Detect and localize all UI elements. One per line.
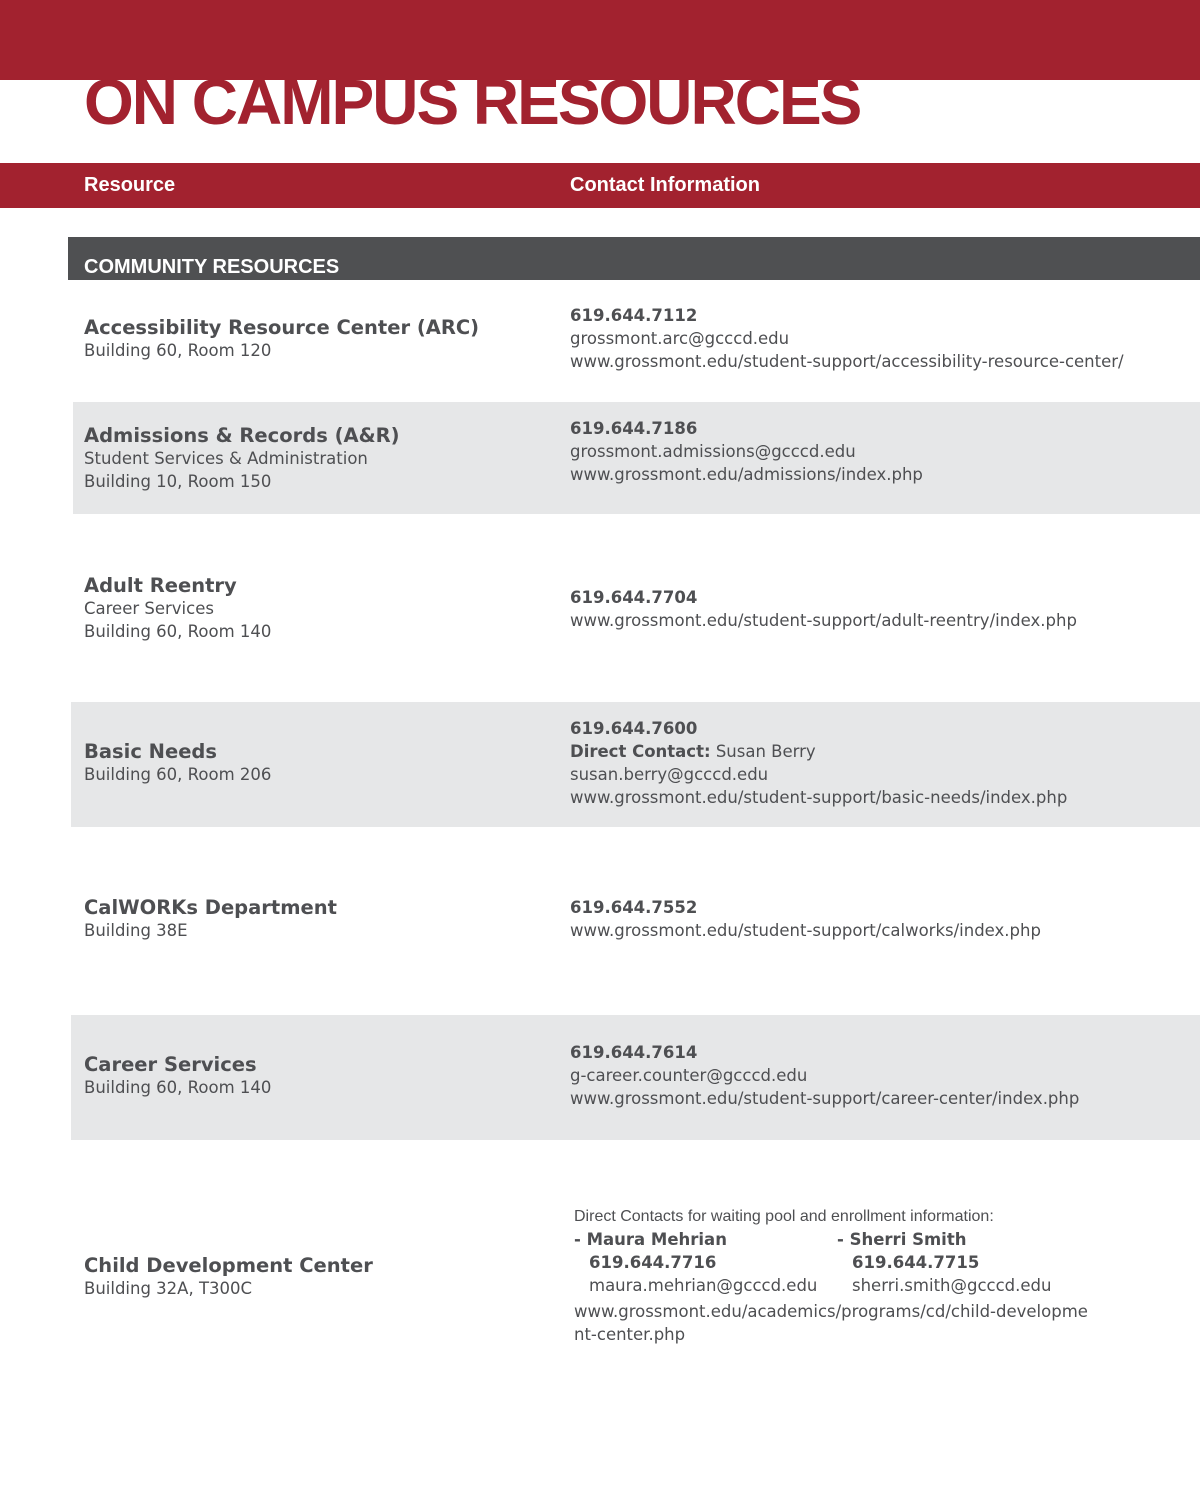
resource-name: Career Services bbox=[84, 1053, 257, 1076]
section-header bbox=[68, 237, 1200, 280]
resource-location: Career Services bbox=[84, 599, 214, 618]
website-link[interactable]: www.grossmont.edu/academics/programs/cd/child-development-center.php bbox=[574, 1302, 1088, 1344]
website-link[interactable]: www.grossmont.edu/student-support/career-center/index.php bbox=[570, 1089, 1080, 1108]
email-link[interactable]: g-career.counter@gcccd.edu bbox=[570, 1066, 808, 1085]
table-header bbox=[0, 163, 1200, 208]
phone-number: 619.644.7552 bbox=[570, 898, 698, 917]
contact-cell bbox=[570, 1041, 1079, 1110]
contact-column-header: Contact Information bbox=[570, 174, 760, 196]
resource-location: Student Services & Administration bbox=[84, 449, 368, 468]
resource-column-header: Resource bbox=[84, 174, 176, 196]
resource-location: Building 60, Room 140 bbox=[84, 622, 272, 641]
resource-location: Building 32A, T300C bbox=[84, 1279, 253, 1298]
contact-person bbox=[837, 1228, 1051, 1297]
contact-name: - Maura Mehrian bbox=[574, 1230, 727, 1249]
resource-name: Basic Needs bbox=[84, 740, 217, 763]
contact-cell bbox=[570, 586, 1077, 632]
section-title: COMMUNITY RESOURCES bbox=[84, 256, 340, 278]
resource-location: Building 60, Room 120 bbox=[84, 341, 272, 360]
website-link[interactable]: www.grossmont.edu/student-support/accessibility-resource-center/ bbox=[570, 352, 1124, 371]
resource-name: Admissions & Records (A&R) bbox=[84, 424, 400, 447]
contact-cell bbox=[570, 896, 1041, 942]
phone-number: 619.644.7600 bbox=[570, 719, 698, 738]
email-link[interactable]: grossmont.admissions@gcccd.edu bbox=[570, 442, 856, 461]
resource-location: Building 10, Room 150 bbox=[84, 472, 272, 491]
contact-cell bbox=[574, 1206, 1174, 1344]
resource-cell bbox=[84, 1254, 373, 1300]
resource-cell bbox=[84, 574, 271, 643]
direct-contacts-intro: Direct Contacts for waiting pool and enrollment information: bbox=[574, 1208, 994, 1225]
resource-location: Building 60, Room 206 bbox=[84, 765, 272, 784]
resource-cell bbox=[84, 316, 479, 362]
website-link[interactable]: www.grossmont.edu/admissions/index.php bbox=[570, 465, 923, 484]
resource-cell bbox=[84, 896, 337, 942]
email-link[interactable]: sherri.smith@gcccd.edu bbox=[852, 1276, 1052, 1295]
phone-number: 619.644.7715 bbox=[852, 1253, 980, 1272]
email-link[interactable]: susan.berry@gcccd.edu bbox=[570, 765, 769, 784]
phone-number: 619.644.7112 bbox=[570, 306, 698, 325]
resource-name: Child Development Center bbox=[84, 1254, 373, 1277]
website-link[interactable]: www.grossmont.edu/student-support/calworks/index.php bbox=[570, 921, 1041, 940]
phone-number: 619.644.7614 bbox=[570, 1043, 698, 1062]
resource-cell bbox=[84, 1053, 271, 1099]
email-link[interactable]: grossmont.arc@gcccd.edu bbox=[570, 329, 790, 348]
contact-cell bbox=[570, 717, 1067, 809]
resource-location: Building 60, Room 140 bbox=[84, 1078, 272, 1097]
contact-name: - Sherri Smith bbox=[837, 1230, 967, 1249]
direct-contact-label: Direct Contact: bbox=[570, 742, 711, 761]
contact-cell bbox=[570, 417, 923, 486]
resource-cell bbox=[84, 424, 400, 493]
email-link[interactable]: maura.mehrian@gcccd.edu bbox=[589, 1276, 818, 1295]
website-link[interactable]: www.grossmont.edu/student-support/adult-reentry/index.php bbox=[570, 611, 1077, 630]
resource-cell bbox=[84, 740, 271, 786]
resource-name: Accessibility Resource Center (ARC) bbox=[84, 316, 480, 339]
contact-person bbox=[574, 1228, 817, 1297]
direct-contact bbox=[570, 740, 1067, 763]
page-title: ON CAMPUS RESOURCES bbox=[84, 66, 861, 138]
resource-location: Building 38E bbox=[84, 921, 188, 940]
resource-name: Adult Reentry bbox=[84, 574, 237, 597]
phone-number: 619.644.7186 bbox=[570, 419, 698, 438]
direct-contact-name: Susan Berry bbox=[715, 742, 816, 761]
contact-cell bbox=[570, 304, 1124, 373]
phone-number: 619.644.7716 bbox=[589, 1253, 717, 1272]
resource-name: CalWORKs Department bbox=[84, 896, 337, 919]
phone-number: 619.644.7704 bbox=[570, 588, 698, 607]
website-link[interactable]: www.grossmont.edu/student-support/basic-needs/index.php bbox=[570, 788, 1068, 807]
